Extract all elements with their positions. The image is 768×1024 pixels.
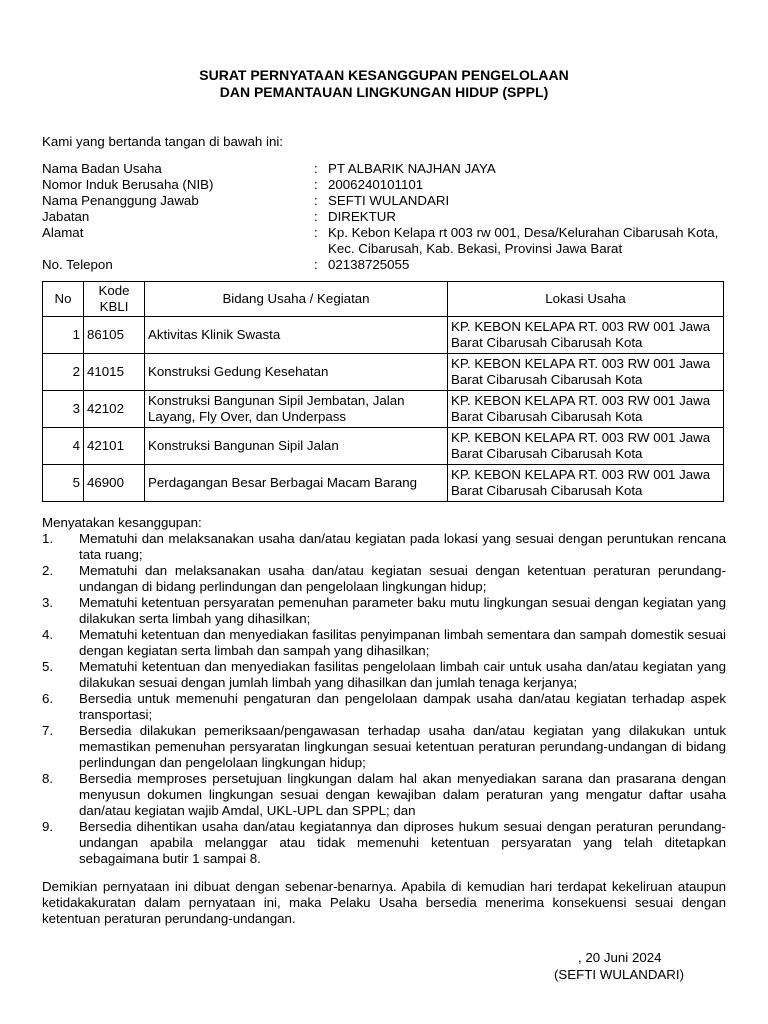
info-row [42, 225, 732, 257]
list-item [42, 563, 726, 595]
info-label: No. Telepon [42, 257, 113, 272]
list-item-text: Mematuhi dan melaksanakan usaha dan/atau kegiatan sesuai dengan ketentuan peraturan perundang-undangan di bidang perlindungan dan pengelolaan lingkungan hidup; [79, 563, 726, 594]
list-item [42, 627, 726, 659]
title-line-2: DAN PEMANTAUAN LINGKUNGAN HIDUP (SPPL) [219, 84, 549, 100]
info-colon: : [314, 161, 318, 176]
table-row [43, 428, 724, 465]
list-item-text: Mematuhi ketentuan dan menyediakan fasilitas pengelolaan limbah cair untuk usaha dan/atau kegiatan yang dilakukan sesuai dengan jumlah limbah yang dihasilkan dan jumlah tenaga kerjanya; [79, 659, 726, 690]
info-colon: : [314, 193, 318, 208]
title-line-1: SURAT PERNYATAAN KESANGGUPAN PENGELOLAAN [199, 67, 569, 83]
info-label: Jabatan [42, 209, 90, 224]
list-item-number: 7. [42, 723, 54, 738]
list-item-text: Bersedia untuk memenuhi pengaturan dan pengelolaan dampak usaha dan/atau kegiatan terhadap aspek transportasi; [79, 691, 726, 722]
cell-kode: 42101 [84, 428, 145, 465]
kbli-table [42, 281, 724, 502]
table-row [43, 391, 724, 428]
statement-list [42, 531, 726, 867]
list-item-text: Bersedia dilakukan pemeriksaan/pengawasan terhadap usaha dan/atau kegiatan yang dilakukan untuk memastikan pemenuhan persyaratan lingkungan sesuai ketentuan peraturan perundang-undangan di bidang perlindungan dan pengelolaan lingkungan hidup; [79, 723, 726, 770]
list-item-number: 4. [42, 627, 54, 642]
cell-lokasi: KP. KEBON KELAPA RT. 003 RW 001 Jawa Barat Cibarusah Cibarusah Kota [448, 391, 724, 428]
list-item [42, 819, 726, 867]
identity-info [42, 161, 732, 273]
signature-block [536, 950, 736, 983]
list-item [42, 771, 726, 819]
statement-heading: Menyatakan kesanggupan: [42, 515, 202, 530]
info-colon: : [314, 209, 318, 224]
cell-lokasi: KP. KEBON KELAPA RT. 003 RW 001 Jawa Barat Cibarusah Cibarusah Kota [448, 428, 724, 465]
cell-bidang: Aktivitas Klinik Swasta [145, 317, 448, 354]
cell-bidang: Perdagangan Besar Berbagai Macam Barang [145, 465, 448, 502]
list-item [42, 691, 726, 723]
info-label: Nama Penanggung Jawab [42, 193, 199, 208]
list-item [42, 723, 726, 771]
cell-bidang: Konstruksi Gedung Kesehatan [145, 354, 448, 391]
info-row [42, 209, 732, 225]
cell-lokasi: KP. KEBON KELAPA RT. 003 RW 001 Jawa Barat Cibarusah Cibarusah Kota [448, 354, 724, 391]
info-row [42, 193, 732, 209]
cell-lokasi: KP. KEBON KELAPA RT. 003 RW 001 Jawa Barat Cibarusah Cibarusah Kota [448, 465, 724, 502]
table-row [43, 465, 724, 502]
cell-bidang: Konstruksi Bangunan Sipil Jalan [145, 428, 448, 465]
info-row [42, 161, 732, 177]
intro-text: Kami yang bertanda tangan di bawah ini: [42, 134, 283, 149]
list-item [42, 659, 726, 691]
info-row [42, 257, 732, 273]
cell-kode: 86105 [84, 317, 145, 354]
list-item-text: Bersedia memproses persetujuan lingkungan dalam hal akan menyediakan sarana dan prasarana dengan menyusun dokumen lingkungan sesuai dengan kewajiban dalam peraturan yang mengatur daftar usaha dan/atau kegiatan wajib Amdal, UKL-UPL dan SPPL; dan [79, 771, 726, 818]
cell-kode: 41015 [84, 354, 145, 391]
statement-section [42, 515, 726, 867]
table-header-row [43, 282, 724, 317]
info-label: Alamat [42, 225, 84, 240]
list-item [42, 531, 726, 563]
list-item-text: Mematuhi ketentuan dan menyediakan fasilitas penyimpanan limbah sementara dan sampah domestik sesuai dengan kegiatan serta limbah dan sampah yang dihasilkan; [79, 627, 726, 658]
cell-kode: 46900 [84, 465, 145, 502]
info-row [42, 177, 732, 193]
list-item-number: 2. [42, 563, 54, 578]
list-item-number: 5. [42, 659, 54, 674]
info-value: Kp. Kebon Kelapa rt 003 rw 001, Desa/Kelurahan Cibarusah Kota, Kec. Cibarusah, Kab. Bekasi, Provinsi Jawa Barat [328, 225, 719, 256]
info-value: PT ALBARIK NAJHAN JAYA [328, 161, 496, 176]
info-value: DIREKTUR [328, 209, 396, 224]
info-colon: : [314, 257, 318, 272]
table-row [43, 317, 724, 354]
info-value: 2006240101101 [328, 177, 424, 192]
info-value: SEFTI WULANDARI [328, 193, 450, 208]
cell-lokasi: KP. KEBON KELAPA RT. 003 RW 001 Jawa Barat Cibarusah Cibarusah Kota [448, 317, 724, 354]
list-item [42, 595, 726, 627]
header-kode [84, 282, 145, 317]
info-colon: : [314, 177, 318, 192]
table-row [43, 354, 724, 391]
cell-no: 4 [43, 428, 84, 465]
header-bidang: Bidang Usaha / Kegiatan [145, 282, 448, 317]
info-colon: : [314, 225, 318, 240]
signature-date: , 20 Juni 2024 [578, 950, 662, 965]
cell-no: 5 [43, 465, 84, 502]
header-lokasi: Lokasi Usaha [448, 282, 724, 317]
list-item-number: 8. [42, 771, 54, 786]
list-item-number: 3. [42, 595, 54, 610]
list-item-number: 1. [42, 531, 54, 546]
info-value: 02138725055 [328, 257, 410, 272]
signature-name: (SEFTI WULANDARI) [554, 967, 685, 982]
cell-bidang: Konstruksi Bangunan Sipil Jembatan, Jalan Layang, Fly Over, dan Underpass [145, 391, 448, 428]
info-label: Nama Badan Usaha [42, 161, 162, 176]
cell-no: 1 [43, 317, 84, 354]
list-item-number: 9. [42, 819, 54, 834]
cell-kode: 42102 [84, 391, 145, 428]
cell-no: 2 [43, 354, 84, 391]
list-item-number: 6. [42, 691, 54, 706]
list-item-text: Mematuhi dan melaksanakan usaha dan/atau kegiatan pada lokasi yang sesuai dengan peruntukan rencana tata ruang; [79, 531, 726, 562]
header-no: No [43, 282, 84, 317]
list-item-text: Bersedia dihentikan usaha dan/atau kegiatannya dan diproses hukum sesuai dengan peraturan perundang-undangan apabila melanggar atau tidak memenuhi ketentuan persyaratan yang telah ditetapkan sebagaimana butir 1 sampai 8. [79, 819, 726, 866]
closing-paragraph: Demikian pernyataan ini dibuat dengan sebenar-benarnya. Apabila di kemudian hari terdapat kekeliruan ataupun ketidakakuratan dalam pernyataan ini, maka Pelaku Usaha bersedia menerima konsekuensi sesuai dengan ketentuan peraturan perundang-undangan. [42, 879, 726, 926]
list-item-text: Mematuhi ketentuan persyaratan pemenuhan parameter baku mutu lingkungan sesuai dengan kegiatan yang dilakukan serta limbah yang dihasilkan; [79, 595, 726, 626]
header-kode-text: Kode KBLI [98, 283, 130, 314]
document-title [0, 67, 768, 101]
info-label: Nomor Induk Berusaha (NIB) [42, 177, 214, 192]
cell-no: 3 [43, 391, 84, 428]
